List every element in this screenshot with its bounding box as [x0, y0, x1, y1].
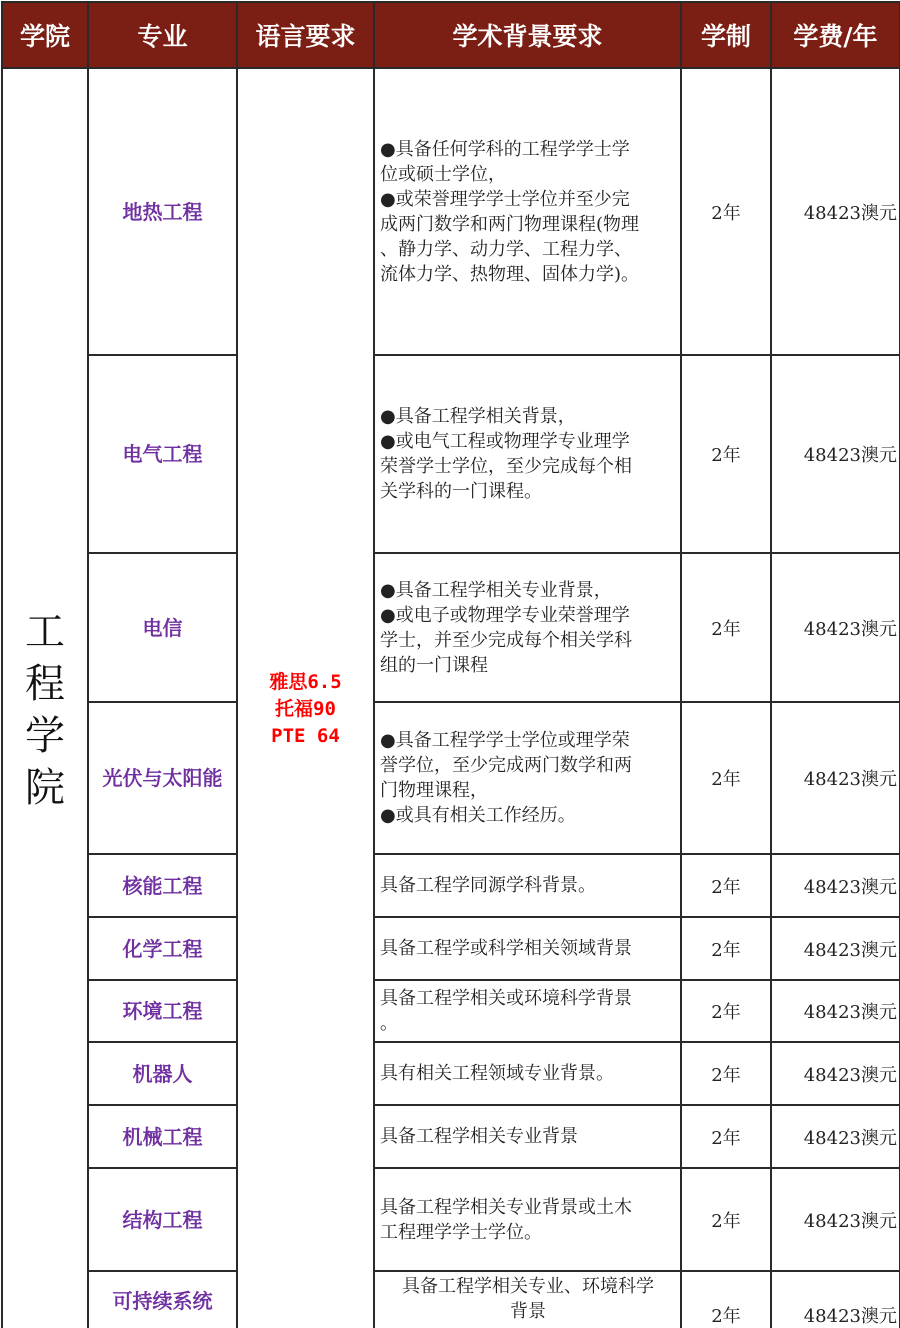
- table-row: [2, 854, 900, 917]
- major-name: 地热工程: [88, 68, 237, 355]
- table-row: [2, 553, 900, 702]
- background-requirement: 具备工程学相关专业背景: [374, 1105, 681, 1168]
- table-row: [2, 1168, 900, 1271]
- college-char: 程: [25, 660, 65, 707]
- duration: 2年: [681, 980, 771, 1042]
- tuition-fee: 48423澳元: [771, 980, 900, 1042]
- duration: 2年: [681, 1271, 771, 1328]
- header-college: 学院: [2, 2, 88, 68]
- college-char: 学: [25, 712, 65, 759]
- tuition-fee: 48423澳元: [771, 1271, 900, 1328]
- header-duration: 学制: [681, 2, 771, 68]
- table-row: [2, 68, 900, 355]
- college-name: [2, 68, 88, 1328]
- language-toefl: 托福90: [275, 698, 336, 720]
- table-row: [2, 1042, 900, 1105]
- language-requirement: [237, 68, 374, 1328]
- major-name: 机器人: [88, 1042, 237, 1105]
- tuition-fee: 48423澳元: [771, 1042, 900, 1105]
- tuition-fee: 48423澳元: [771, 68, 900, 355]
- language-pte: PTE 64: [271, 725, 340, 747]
- duration: 2年: [681, 1168, 771, 1271]
- background-requirement: 具备工程学相关专业背景或土木 工程理学学士学位。: [374, 1168, 681, 1271]
- major-name: 电气工程: [88, 355, 237, 553]
- duration: 2年: [681, 553, 771, 702]
- tuition-fee: 48423澳元: [771, 854, 900, 917]
- table-row: [2, 1105, 900, 1168]
- language-ielts: 雅思6.5: [269, 671, 342, 693]
- college-char: 院: [25, 764, 65, 811]
- background-requirement: 具备工程学同源学科背景。: [374, 854, 681, 917]
- college-char: 工: [25, 608, 65, 655]
- background-requirement: 具有相关工程领域专业背景。: [374, 1042, 681, 1105]
- tuition-fee: 48423澳元: [771, 1105, 900, 1168]
- background-requirement: 具备工程学或科学相关领域背景: [374, 917, 681, 980]
- duration: 2年: [681, 702, 771, 854]
- header-major: 专业: [88, 2, 237, 68]
- background-requirement: ●具备任何学科的工程学学士学 位或硕士学位， ●或荣誉理学学士学位并至少完 成两门数学和两门物理课程(物理 、静力学、动力学、工程力学、 流体力学、热物理、固体力学)。: [374, 68, 681, 355]
- background-requirement: ●具备工程学相关专业背景， ●或电子或物理学专业荣誉理学 学士，并至少完成每个相关学科 组的一门课程: [374, 553, 681, 702]
- table-row: [2, 1271, 900, 1328]
- tuition-fee: 48423澳元: [771, 1168, 900, 1271]
- table-row: [2, 355, 900, 553]
- background-requirement: 具备工程学相关专业、环境科学 背景: [374, 1271, 681, 1328]
- major-name: 光伏与太阳能: [88, 702, 237, 854]
- background-requirement: 具备工程学相关或环境科学背景 。: [374, 980, 681, 1042]
- background-requirement: ●具备工程学学士学位或理学荣 誉学位，至少完成两门数学和两 门物理课程， ●或具有相关工作经历。: [374, 702, 681, 854]
- major-name: 电信: [88, 553, 237, 702]
- tuition-fee: 48423澳元: [771, 917, 900, 980]
- table-row: [2, 917, 900, 980]
- duration: 2年: [681, 68, 771, 355]
- table-row: [2, 980, 900, 1042]
- header-background: 学术背景要求: [374, 2, 681, 68]
- major-name: 化学工程: [88, 917, 237, 980]
- background-requirement: ●具备工程学相关背景， ●或电气工程或物理学专业理学 荣誉学士学位，至少完成每个相 关学科的一门课程。: [374, 355, 681, 553]
- table-row: [2, 702, 900, 854]
- major-name: 核能工程: [88, 854, 237, 917]
- duration: 2年: [681, 1105, 771, 1168]
- program-table: [1, 1, 900, 1328]
- tuition-fee: 48423澳元: [771, 553, 900, 702]
- major-name: 环境工程: [88, 980, 237, 1042]
- major-name: 结构工程: [88, 1168, 237, 1271]
- table-header: [2, 2, 900, 68]
- major-name: 可持续系统: [88, 1271, 237, 1328]
- duration: 2年: [681, 854, 771, 917]
- duration: 2年: [681, 917, 771, 980]
- tuition-fee: 48423澳元: [771, 702, 900, 854]
- duration: 2年: [681, 355, 771, 553]
- duration: 2年: [681, 1042, 771, 1105]
- header-language: 语言要求: [237, 2, 374, 68]
- tuition-fee: 48423澳元: [771, 355, 900, 553]
- header-fee: 学费/年: [771, 2, 900, 68]
- major-name: 机械工程: [88, 1105, 237, 1168]
